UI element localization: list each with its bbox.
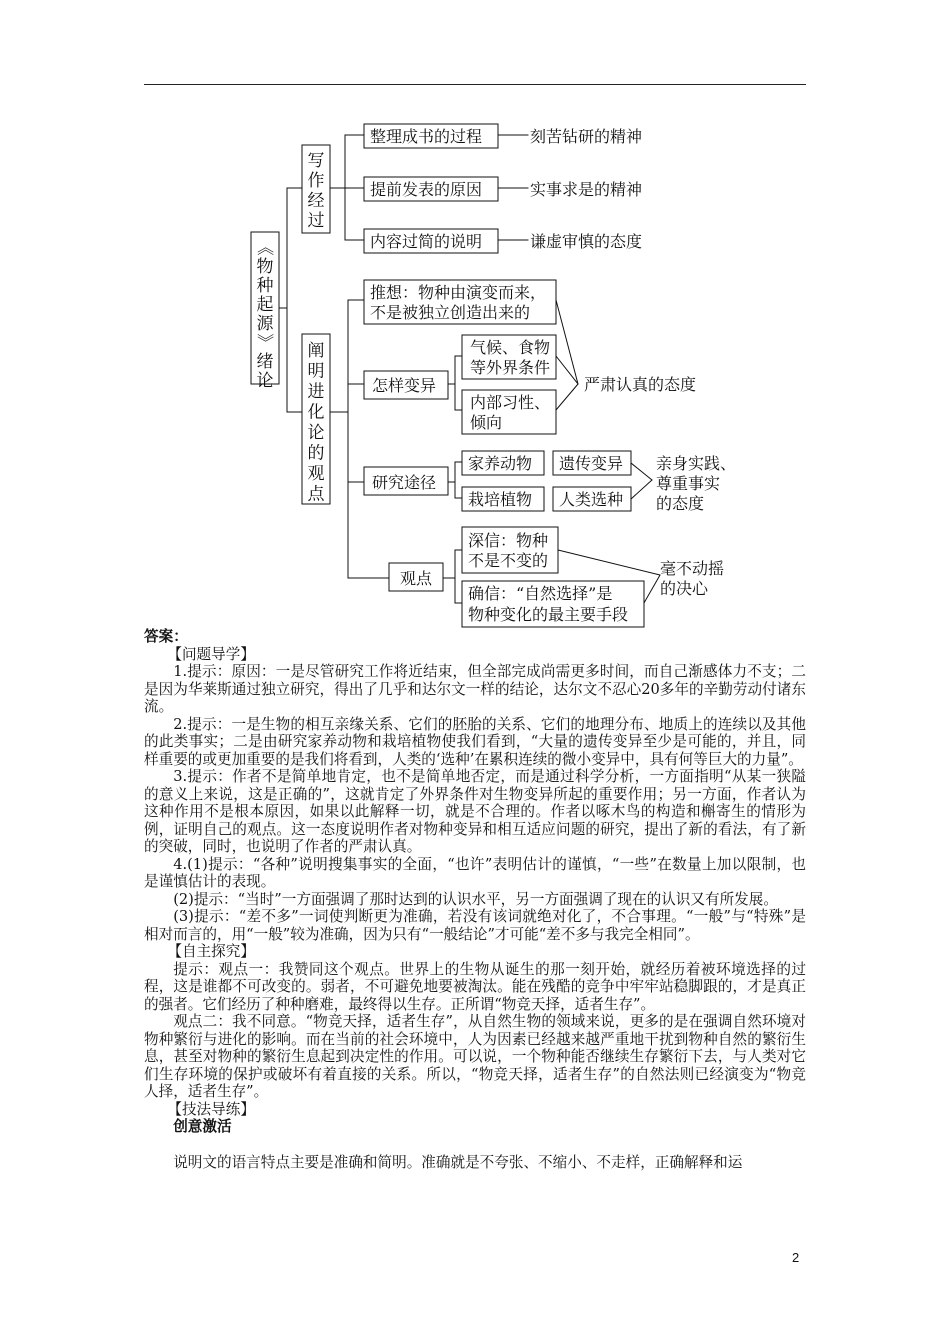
- internal-line1: 内部习性、: [470, 393, 551, 412]
- internal-line2: 倾向: [470, 413, 503, 432]
- question-guide-heading: 【问题导学】: [167, 645, 255, 663]
- explore-heading: 【自主探究】: [167, 943, 255, 960]
- variation-label: 怎样变异: [372, 376, 437, 395]
- realistic-note: 实事求是的精神: [530, 180, 643, 199]
- concept-diagram: [0, 0, 950, 640]
- brief-label: 内容过简的说明: [370, 232, 483, 251]
- root-vertical-text: [254, 239, 274, 391]
- answer-3: 3.提示：作者不是简单地肯定，也不是简单地否定，而是通过科学分析，一方面指明“从某一狭隘的意义上来说，这是正确的”，这就肯定了外界条件对生物变异所起的重要作用；另一方面，作者认为这种作用不是根本原因，如果以此解释一切，就是不合理的。作者以啄木鸟的构造和槲寄生的情形为例，证明自己的观点。这一态度说明作者对物种变异和相互适应问题的研究，提出了新的看法，有了新的突破，同时，也说明了作者的严肃认真。: [144, 768, 806, 855]
- branch2-vertical-text: [308, 341, 326, 505]
- vertical-char: 物: [256, 257, 274, 277]
- branch1-vertical-text: [308, 151, 325, 231]
- vertical-char: 写: [307, 151, 325, 171]
- answer-4-3: (3)提示：“差不多”一词使判断更为准确，若没有该词就绝对化了，不合事理。“一般”与“特殊”是相对而言的，用“一般”较为准确，因为只有“一般结论”才可能“差不多与我完全相同”。: [144, 908, 806, 943]
- vertical-char: 点: [307, 484, 325, 505]
- vertical-char: 论: [307, 423, 325, 443]
- answer-label: 答案：: [144, 628, 188, 645]
- attitude-resolve-1: 毫不动摇: [660, 559, 725, 578]
- early-label: 提前发表的原因: [370, 180, 483, 199]
- cultivated-label: 栽培植物: [468, 490, 533, 509]
- external-line2: 等外界条件: [470, 358, 551, 377]
- research-label: 研究途径: [372, 473, 437, 492]
- page-number: 2: [792, 1250, 800, 1265]
- selection-label: 人类选种: [559, 490, 624, 509]
- attitude-practice-3: 的态度: [656, 494, 705, 513]
- vertical-char: 明: [307, 361, 325, 382]
- belief2-line2: 物种变化的最主要手段: [468, 605, 629, 624]
- modest-note: 谦虚审慎的态度: [530, 232, 643, 251]
- attitude-serious: 严肃认真的态度: [584, 375, 697, 394]
- vertical-char: 阐: [307, 341, 325, 361]
- creative-heading: 创意激活: [173, 1118, 232, 1135]
- answer-4-2: (2)提示：“当时”一方面强调了那时达到的认识水平，另一方面强调了现在的认识又有所发展。: [173, 890, 778, 908]
- vertical-char: 的: [307, 443, 325, 464]
- vertical-char: 观: [307, 464, 325, 484]
- explore-view-2: 观点二：我不同意。“物竞天择，适者生存”，从自然生物的领域来说，更多的是在强调自然环境对物种繁衍与进化的影响。而在当前的社会环境中，人为因素已经越来越严重地干扰到物种自然的繁衍生息，甚至对物种的繁衍生息起到决定性的作用。可以说，一个物种能否继续生存繁衍下去，与人类对它们生存环境的保护或破坏有着直接的关系。所以，“物竞天择，适者生存”的自然法则已经演变为“物竞人择，适者生存”。: [144, 1013, 806, 1100]
- explore-view-1: 提示：观点一：我赞同这个观点。世界上的生物从诞生的那一刻开始，就经历着被环境选择的过程，这是谁都不可改变的。弱者，不可避免地要被淘汰。能在残酷的竞争中牢牢站稳脚跟的，才是真正的强者。它们经历了种种磨难，最终得以生存。正所谓“物竞天择，适者生存”。: [144, 960, 806, 1013]
- attitude-resolve-2: 的决心: [660, 579, 709, 598]
- vertical-char: 进: [307, 382, 325, 402]
- heredity-label: 遗传变异: [559, 454, 624, 473]
- vertical-char: 《: [254, 238, 275, 256]
- vertical-char: 作: [307, 171, 325, 191]
- answer-1: 1.提示：原因：一是尽管研究工作将近结束，但全部完成尚需更多时间，而自己渐感体力不支；二是因为华莱斯通过独立研究，得出了几乎和达尔文一样的结论，达尔文不忍心20多年的辛勤劳动付诸东流。: [144, 663, 806, 715]
- vertical-char: 种: [256, 276, 274, 296]
- last-paragraph: 说明文的语言特点主要是准确和简明。准确就是不夸张、不缩小、不走样，正确解释和运: [173, 1153, 743, 1171]
- vertical-char: 绪: [256, 352, 274, 372]
- vertical-char: 过: [307, 211, 325, 231]
- vertical-char: 源: [256, 314, 274, 334]
- vertical-char: 经: [307, 191, 325, 211]
- guess-line1: 推想：物种由演变而来，: [370, 283, 547, 302]
- domestic-label: 家养动物: [468, 454, 533, 473]
- vertical-char: 化: [307, 402, 325, 423]
- answer-section: [144, 628, 806, 1171]
- attitude-practice-1: 亲身实践、: [656, 454, 737, 473]
- answer-4-1: 4.(1)提示：“各种”说明搜集事实的全面，“也许”表明估计的谨慎，“一些”在数量上加以限制，也是谨慎估计的表现。: [144, 855, 806, 890]
- skill-heading: 【技法导练】: [167, 1100, 255, 1118]
- vertical-char: 起: [256, 295, 274, 315]
- belief1-line2: 不是不变的: [468, 551, 549, 570]
- external-line1: 气候、食物: [470, 338, 551, 357]
- view-label: 观点: [400, 569, 433, 588]
- answer-2: 2.提示：一是生物的相互亲缘关系、它们的胚胎的关系、它们的地理分布、地质上的连续以及其他的此类事实；二是由研究家养动物和栽培植物使我们看到，“大量的遗传变异至少是可能的，并且，同样重要的或更加重要的是我们将看到，人类的‘选种’在累积连续的微小变异中，具有何等巨大的力量”。: [144, 715, 806, 768]
- guess-line2: 不是被独立创造出来的: [370, 303, 531, 322]
- belief1-line1: 深信：物种: [468, 531, 549, 550]
- belief2-line1: 确信：“自然选择”是: [468, 584, 613, 603]
- vertical-char: 论: [256, 371, 274, 391]
- diligent-note: 刻苦钻研的精神: [530, 127, 643, 146]
- vertical-char: 》: [254, 333, 275, 351]
- attitude-practice-2: 尊重事实: [656, 474, 721, 493]
- compile-label: 整理成书的过程: [370, 127, 483, 146]
